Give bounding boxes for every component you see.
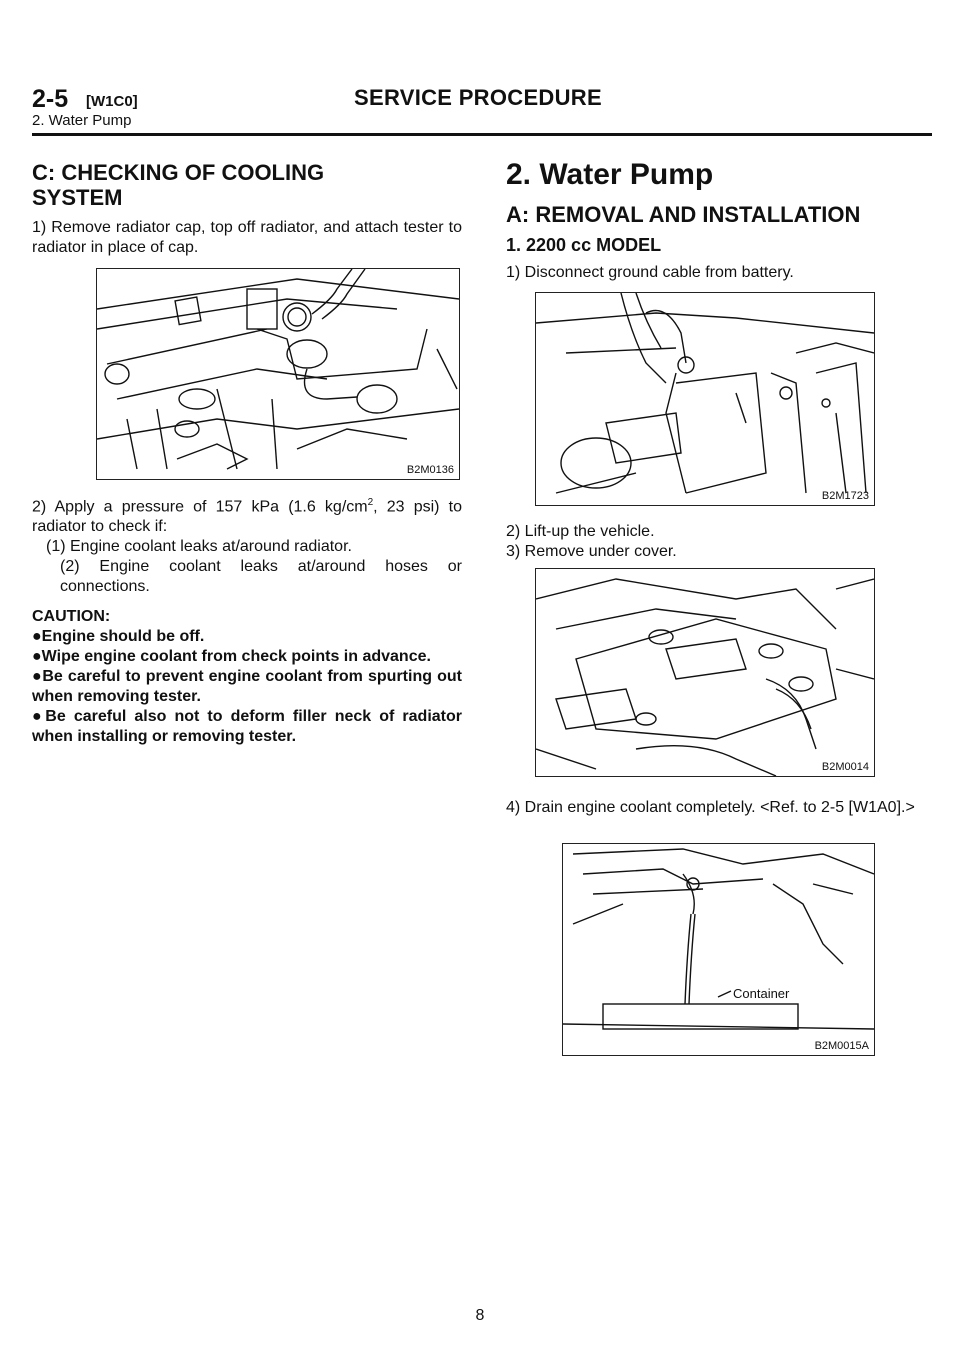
right-column-steps (506, 522, 936, 562)
left-column (32, 160, 462, 258)
left-column-continued (32, 493, 462, 747)
page-header (32, 85, 932, 129)
page-number: 8 (475, 1307, 485, 1324)
step-3-under-cover: 3) Remove under cover. (506, 543, 677, 560)
drain-container-illustration (563, 844, 874, 1055)
caution-item: ●Be careful also not to deform filler neck of radiator when installing or removing tester. (32, 708, 462, 746)
step-2-text: 2) Apply a pressure of 157 kPa (1.6 $kg/cm^2$, 23 psi) to radiator to check if: (32, 497, 463, 536)
under-cover-illustration (536, 569, 874, 776)
radiator-tester-illustration (97, 269, 459, 479)
right-column (506, 158, 936, 283)
figure-id: B2M0014 (821, 761, 869, 773)
figure-under-cover (535, 568, 875, 777)
step-4-drain: 4) Drain engine coolant completely. <Ref. to 2-5 [W1A0].> (506, 799, 915, 816)
caution-label: CAUTION: (32, 608, 111, 626)
bullet-icon: ● (32, 648, 42, 666)
caution-item: ●Wipe engine coolant from check points in advance. (32, 648, 431, 666)
figure-id: B2M0015A (814, 1040, 869, 1052)
water-pump-heading: 2. Water Pump (506, 158, 714, 191)
battery-illustration (536, 293, 874, 505)
container-label: Container (733, 986, 790, 1001)
header-rule (32, 133, 932, 136)
removal-installation-heading: A: REMOVAL AND INSTALLATION (506, 202, 861, 227)
figure-drain-container (562, 843, 875, 1056)
figure-id: B2M0136 (406, 464, 454, 476)
section-heading-checking (32, 160, 462, 210)
step-2-liftup: 2) Lift-up the vehicle. (506, 523, 655, 540)
check-item-1: (1) Engine coolant leaks at/around radiator. (46, 538, 352, 556)
model-heading: 1. 2200 cc MODEL (506, 235, 662, 255)
heading-line-1: C: CHECKING OF COOLING (32, 160, 325, 185)
page-title: SERVICE PROCEDURE (354, 85, 602, 110)
caution-item: ●Engine should be off. (32, 628, 205, 646)
page-subtitle: 2. Water Pump (32, 112, 132, 129)
step-1-disconnect: 1) Disconnect ground cable from battery. (506, 264, 794, 281)
right-column-step4 (506, 798, 936, 818)
bullet-icon: ● (32, 668, 43, 686)
bullet-icon: ● (32, 628, 42, 646)
step-1-text: 1) Remove radiator cap, top off radiator, and attach tester to radiator in place of cap. (32, 219, 462, 256)
heading-line-2: SYSTEM (32, 185, 123, 210)
bullet-icon: ● (32, 708, 46, 726)
figure-battery (535, 292, 875, 506)
section-number: 2-5 (32, 85, 69, 113)
figure-radiator-tester (96, 268, 460, 480)
caution-item: ●Be careful to prevent engine coolant from spurting out when removing tester. (32, 668, 462, 706)
section-code: [W1C0] (86, 93, 138, 110)
check-item-2: (2) Engine coolant leaks at/around hoses or connections. (60, 558, 462, 596)
figure-id: B2M1723 (821, 490, 869, 502)
